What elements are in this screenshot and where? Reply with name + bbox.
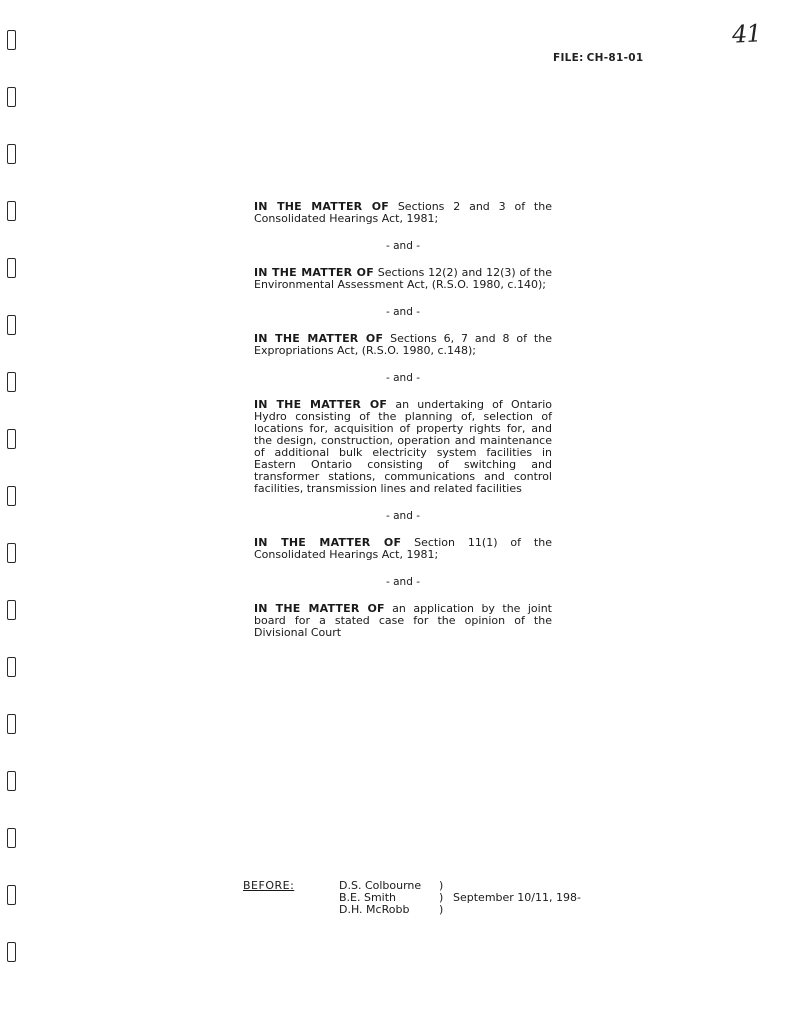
matter-paragraph [254,603,552,639]
binder-hole-icon [7,30,16,50]
and-separator: - and - [385,372,420,384]
binder-hole-icon [7,885,16,905]
matter-lead: IN THE MATTER OF [254,536,402,549]
binder-edge [0,0,40,1024]
binder-hole-icon [7,87,16,107]
binder-hole-icon [7,372,16,392]
binder-hole-icon [7,543,16,563]
matter-text: Sections 2 and 3 of the Consolidated Hearings Act, 1981; [254,200,552,225]
page-number: 41 [731,19,762,49]
matter-lead: IN THE MATTER OF [254,200,389,213]
binder-hole-icon [7,201,16,221]
matter-text: Section 11(1) of the Consolidated Hearings Act, 1981; [254,536,552,561]
and-separator: - and - [385,510,420,522]
matter-text: Sections 12(2) and 12(3) of the Environmental Assessment Act, (R.S.O. 1980, c.140); [254,266,552,291]
matter-text: Sections 6, 7 and 8 of the Expropriations Act, (R.S.O. 1980, c.148); [254,332,552,357]
panel-member-name: B.E. Smith [339,891,397,904]
before-label: BEFORE: [243,879,295,892]
binder-hole-icon [7,429,16,449]
file-label: FILE: [553,52,584,64]
and-separator: - and - [385,306,420,318]
file-reference [553,52,644,64]
matter-text: an application by the joint board for a stated case for the opinion of the Divisional Court [254,602,552,639]
matters-column [254,201,552,639]
binder-hole-icon [7,771,16,791]
matter-text: an undertaking of Ontario Hydro consisting of the planning of, selection of locations for, acquisition of property rights for, and the design, construction, operation and maintenance of additional bulk electricity system facilities in Eastern Ontario consisting of switching and transformer stations, communications and control facilities, transmission lines and related facilities [254,398,552,495]
matter-paragraph [254,537,552,561]
and-separator: - and - [385,240,420,252]
binder-hole-icon [7,828,16,848]
file-number: CH-81-01 [586,52,644,64]
binder-hole-icon [7,258,16,278]
matter-paragraph [254,399,552,495]
matter-paragraph [254,201,552,225]
matter-lead: IN THE MATTER OF [254,602,385,615]
hearing-date: September 10/11, 198- [453,891,581,904]
binder-hole-icon [7,657,16,677]
bracket-mark: ) [439,879,444,892]
matter-paragraph [254,267,552,291]
binder-hole-icon [7,942,16,962]
panel-member-row [339,904,449,916]
binder-hole-icon [7,714,16,734]
matter-paragraph [254,333,552,357]
bracket-mark: ) [439,903,444,916]
panel-member-name: D.H. McRobb [339,903,410,916]
binder-hole-icon [7,144,16,164]
matter-lead: IN THE MATTER OF [254,332,384,345]
and-separator: - and - [385,576,420,588]
binder-hole-icon [7,600,16,620]
matter-lead: IN THE MATTER OF [254,398,388,411]
matter-lead: IN THE MATTER OF [254,266,374,279]
panel-member-name: D.S. Colbourne [339,879,422,892]
bracket-mark: ) [439,891,444,904]
binder-hole-icon [7,486,16,506]
binder-hole-icon [7,315,16,335]
